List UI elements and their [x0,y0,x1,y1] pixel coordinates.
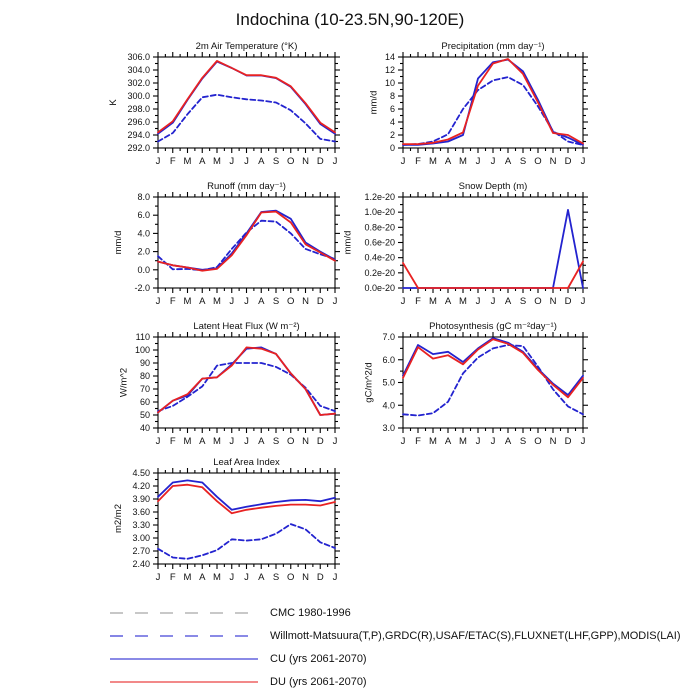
x-tick-label: J [155,572,161,583]
x-tick-label: D [564,436,572,447]
series-line-OBS [158,363,335,411]
y-tick-label: 4 [389,117,395,127]
y-tick-label: 12 [384,65,395,75]
y-tick-label: 2.40 [132,559,150,569]
x-tick-label: N [302,156,309,167]
plot-frame [158,473,335,564]
y-axis-label: W/m^2 [118,367,130,398]
x-tick-label: J [475,156,481,167]
x-tick-label: M [183,296,192,307]
x-tick-label: F [415,156,421,167]
legend-label: CMC 1980-1996 [270,606,351,619]
series-line-DU [158,212,335,271]
y-tick-label: 100 [134,345,150,355]
x-tick-label: D [564,296,572,307]
y-tick-label: 80 [139,371,150,381]
x-tick-label: J [244,296,249,307]
x-tick-label: J [400,156,406,167]
x-tick-label: A [199,436,206,447]
y-tick-label: 0 [389,143,395,153]
x-tick-label: S [519,156,527,167]
y-tick-label: 110 [135,332,150,342]
y-tick-label: 3.0 [382,423,395,433]
x-tick-label: D [316,296,324,307]
chart-title: 2m Air Temperature (°K) [195,41,298,52]
series-line-DU [158,61,335,132]
x-tick-label: D [564,156,572,167]
x-tick-label: A [504,296,512,307]
legend-entry [108,601,681,624]
chart-photosynthesis [323,315,613,452]
y-tick-label: 90 [139,358,150,368]
x-tick-label: A [199,296,206,307]
x-tick-label: A [199,572,206,583]
x-tick-label: N [549,436,557,447]
legend-entry [108,624,681,647]
series-line-DU [403,59,583,144]
plot-frame [403,57,583,148]
y-axis-label: gC/m^2/d [363,362,375,403]
y-tick-label: 40 [139,423,150,433]
x-tick-label: S [272,296,280,307]
x-tick-label: D [316,572,324,583]
x-tick-label: M [213,156,221,167]
x-tick-label: J [580,436,586,447]
y-tick-label: 306.0 [127,52,150,62]
x-tick-label: A [444,436,452,447]
x-tick-label: J [229,436,235,447]
x-tick-label: O [287,436,295,447]
y-tick-label: 0.4e-20 [364,252,395,263]
y-tick-label: 1.2e-20 [364,192,395,202]
figure-title: Indochina (10-23.5N,90-120E) [235,10,465,29]
y-tick-label: 4.0 [382,400,395,411]
x-tick-label: M [213,296,221,307]
x-tick-label: A [199,156,206,167]
x-tick-label: O [534,156,542,167]
x-tick-label: M [429,156,437,167]
chart-title: Leaf Area Index [213,457,280,468]
x-tick-label: F [415,436,421,447]
series-line-DU [158,485,335,514]
x-tick-label: J [475,296,481,307]
x-tick-label: M [183,156,192,167]
y-tick-label: 292.0 [127,143,150,153]
x-tick-label: F [169,296,176,307]
x-tick-label: J [155,296,161,307]
chart-title: Latent Heat Flux (W m⁻²) [193,321,300,332]
chart-runoff [78,175,365,312]
legend-label: Willmott-Matsuura(T,P),GRDC(R),USAF/ETAC(S),FLUXNET(LHF,GPP),MODIS(LAI) [270,629,681,642]
x-tick-label: M [429,436,437,447]
x-tick-label: J [229,156,235,167]
y-tick-label: 50 [139,410,150,420]
y-tick-label: 5.0 [382,377,395,388]
x-tick-label: A [504,436,512,447]
y-tick-label: 8 [389,91,395,101]
chart-snow-depth [323,175,613,312]
x-tick-label: O [534,296,542,307]
y-tick-label: 0.2e-20 [364,267,395,278]
x-tick-label: F [415,296,421,307]
legend-entry [108,670,681,693]
series-line-OBS [403,77,583,145]
x-tick-label: N [549,156,557,167]
y-tick-label: 4.0 [137,228,150,239]
x-tick-label: M [213,436,221,447]
x-tick-label: A [444,296,452,307]
series-line-CU [158,347,335,415]
series-line-CU [158,211,335,270]
chart-title: Runoff (mm day⁻¹) [207,181,286,192]
y-axis-label: mm/d [368,90,380,115]
series-line-CU [403,60,583,145]
x-tick-label: J [475,436,481,447]
x-tick-label: J [155,436,161,447]
x-tick-label: J [580,156,586,167]
y-tick-label: 2 [389,130,395,140]
x-tick-label: J [332,572,338,583]
y-tick-label: 4.20 [132,481,150,491]
y-tick-label: 0.0e-20 [364,283,395,293]
y-tick-label: 294.0 [127,130,150,140]
y-tick-label: 0.6e-20 [364,237,395,248]
x-tick-label: J [580,296,586,307]
x-tick-label: N [549,296,557,307]
y-axis-label: mm/d [342,230,354,255]
x-tick-label: J [400,436,406,447]
plot-frame [158,197,335,288]
x-tick-label: A [444,156,452,167]
chart-title: Snow Depth (m) [458,181,528,192]
x-tick-label: M [429,296,437,307]
legend-line-swatch [108,652,260,666]
y-tick-label: 7.0 [382,332,395,342]
x-tick-label: S [272,572,280,583]
y-tick-label: 3.30 [132,520,150,530]
plot-frame [158,337,335,428]
x-tick-label: J [490,156,496,167]
legend-line-swatch [108,606,260,620]
y-tick-label: 6 [389,104,395,114]
x-tick-label: D [316,156,324,167]
chart-precipitation [323,35,613,172]
x-tick-label: O [287,156,295,167]
x-tick-label: M [459,296,467,307]
x-tick-label: J [490,296,496,307]
y-axis-label: K [108,99,119,106]
y-tick-label: 2.0 [137,246,150,257]
y-tick-label: 8.0 [137,192,150,202]
legend-line-swatch [108,629,260,643]
x-tick-label: M [213,572,221,583]
y-tick-label: 300.0 [127,91,150,101]
legend [108,601,681,693]
x-tick-label: J [244,156,249,167]
x-tick-label: M [183,436,192,447]
x-tick-label: F [169,436,176,447]
y-tick-label: 4.50 [132,468,150,478]
x-tick-label: O [287,572,295,583]
chart-air-temperature [78,35,365,172]
legend-label: CU (yrs 2061-2070) [270,652,367,665]
series-line-OBS [158,524,335,559]
x-tick-label: F [169,156,176,167]
x-tick-label: N [302,296,309,307]
y-tick-label: 6.0 [382,354,395,365]
y-tick-label: 0.0 [137,264,150,275]
y-tick-label: 298.0 [127,104,150,114]
x-tick-label: S [272,436,280,447]
y-tick-label: 3.60 [132,507,150,517]
chart-title: Photosynthesis (gC m⁻²day⁻¹) [429,321,557,332]
y-tick-label: 296.0 [127,117,150,127]
x-tick-label: J [229,296,235,307]
y-tick-label: 70 [139,384,150,394]
x-tick-label: S [519,436,527,447]
x-tick-label: A [258,436,265,447]
series-line-CU [403,210,583,288]
x-tick-label: J [244,436,249,447]
y-axis-label: mm/d [113,230,125,255]
x-tick-label: J [332,156,338,167]
legend-line-swatch [108,675,260,689]
y-tick-label: 60 [139,397,150,407]
chart-latent-heat-flux [78,315,365,452]
series-line-CU [158,62,335,134]
chart-leaf-area-index [78,451,365,588]
y-tick-label: 14 [384,52,395,62]
legend-label: DU (yrs 2061-2070) [270,675,367,688]
x-tick-label: J [332,296,338,307]
series-line-DU [158,347,335,415]
x-tick-label: J [244,572,249,583]
chart-title: Precipitation (mm day⁻¹) [441,41,545,52]
x-tick-label: J [155,156,161,167]
legend-entry [108,647,681,670]
x-tick-label: M [459,156,467,167]
x-tick-label: J [229,572,235,583]
y-tick-label: 10 [384,78,395,88]
series-line-OBS [158,95,335,142]
y-tick-label: 304.0 [127,65,150,75]
x-tick-label: N [302,572,309,583]
x-tick-label: J [332,436,338,447]
x-tick-label: F [169,572,176,583]
x-tick-label: M [183,572,192,583]
x-tick-label: A [258,572,265,583]
x-tick-label: A [258,156,265,167]
x-tick-label: O [534,436,542,447]
x-tick-label: M [459,436,467,447]
y-tick-label: 1.0e-20 [364,207,395,218]
x-tick-label: N [302,436,309,447]
y-tick-label: 302.0 [127,78,150,88]
y-tick-label: 3.00 [132,533,150,543]
y-axis-label: m2/m2 [113,503,125,534]
x-tick-label: S [519,296,527,307]
y-tick-label: -2.0 [134,283,150,293]
y-tick-label: 3.90 [132,494,150,504]
x-tick-label: A [258,296,265,307]
x-tick-label: S [272,156,280,167]
x-tick-label: J [400,296,406,307]
x-tick-label: D [316,436,324,447]
x-tick-label: O [287,296,295,307]
x-tick-label: A [504,156,512,167]
y-tick-label: 6.0 [137,210,150,221]
y-tick-label: 0.8e-20 [364,222,395,233]
x-tick-label: J [490,436,496,447]
y-tick-label: 2.70 [132,546,150,556]
